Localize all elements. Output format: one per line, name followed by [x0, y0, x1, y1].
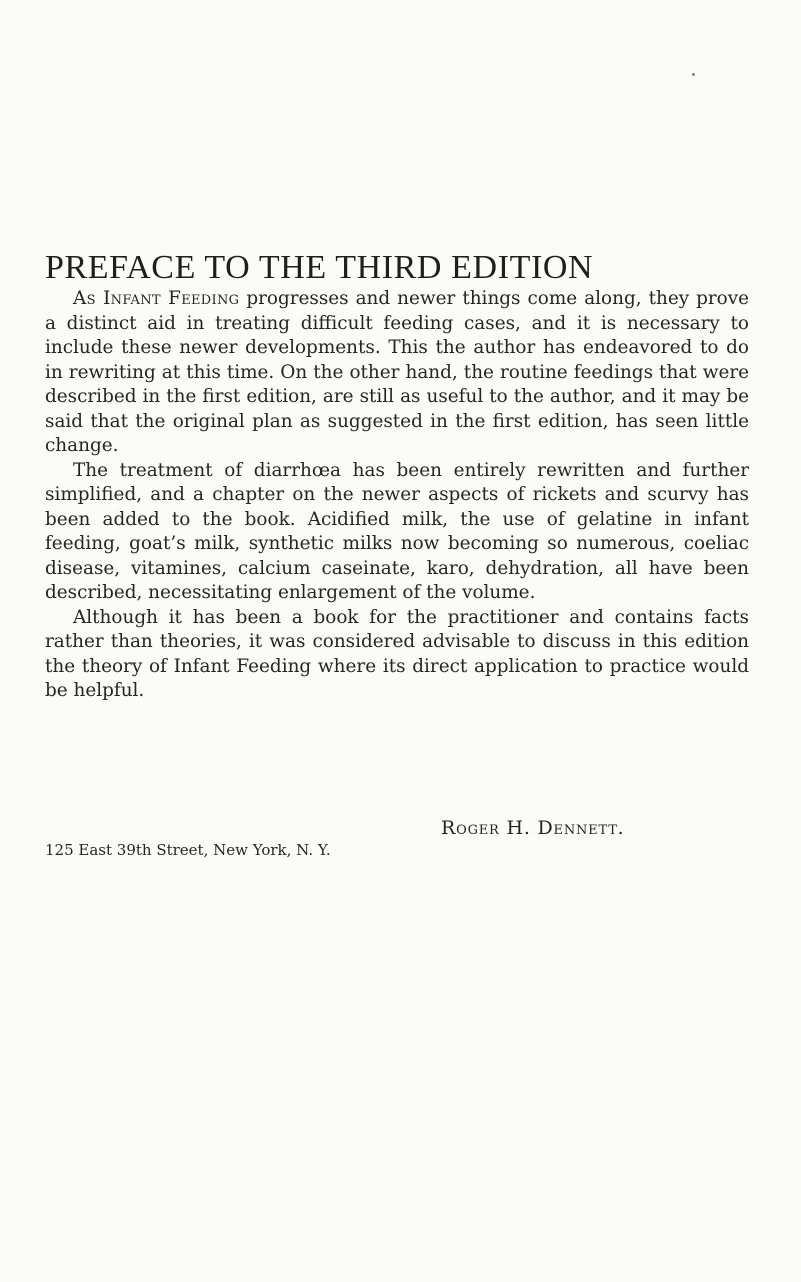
preface-paragraph-2: The treatment of diarrhœa has been entirely rewritten and further simplified, and a chapter on the newer aspects of rickets and scurvy has been added to the book. Acidified milk, the use of gelatine in infant feeding, goat’s milk, synthetic milks now becoming so numerous, coeliac disease, vitamines, calcium caseinate, karo, dehydration, all have been described, necessitating enlargement of the volume.: [45, 459, 749, 603]
author-address: 125 East 39th Street, New York, N. Y.: [45, 841, 331, 859]
paper-speck: [692, 73, 695, 76]
author-signature: Roger H. Dennett.: [441, 817, 625, 839]
paragraph-1-text: progresses and newer things come along, they prove a distinct aid in treating difficult feeding cases, and it is necessary to include these newer developments. This the author has endeavored to do in rewriting at this time. On the other hand, the routine feedings that were described in the first edition, are still as useful to the author, and it may be said that the original plan as suggested in the first edition, has seen little change.: [45, 288, 749, 456]
page-title: PREFACE TO THE THIRD EDITION: [45, 249, 594, 286]
lead-in-small-caps: As Infant Feeding: [73, 288, 240, 309]
preface-paragraph-3: Although it has been a book for the practitioner and contains facts rather than theories, it was considered advisable to discuss in this edition the theory of Infant Feeding where its direct application to practice would be helpful.: [45, 606, 749, 701]
preface-paragraph-1: [45, 287, 749, 459]
preface-body: [45, 287, 749, 704]
